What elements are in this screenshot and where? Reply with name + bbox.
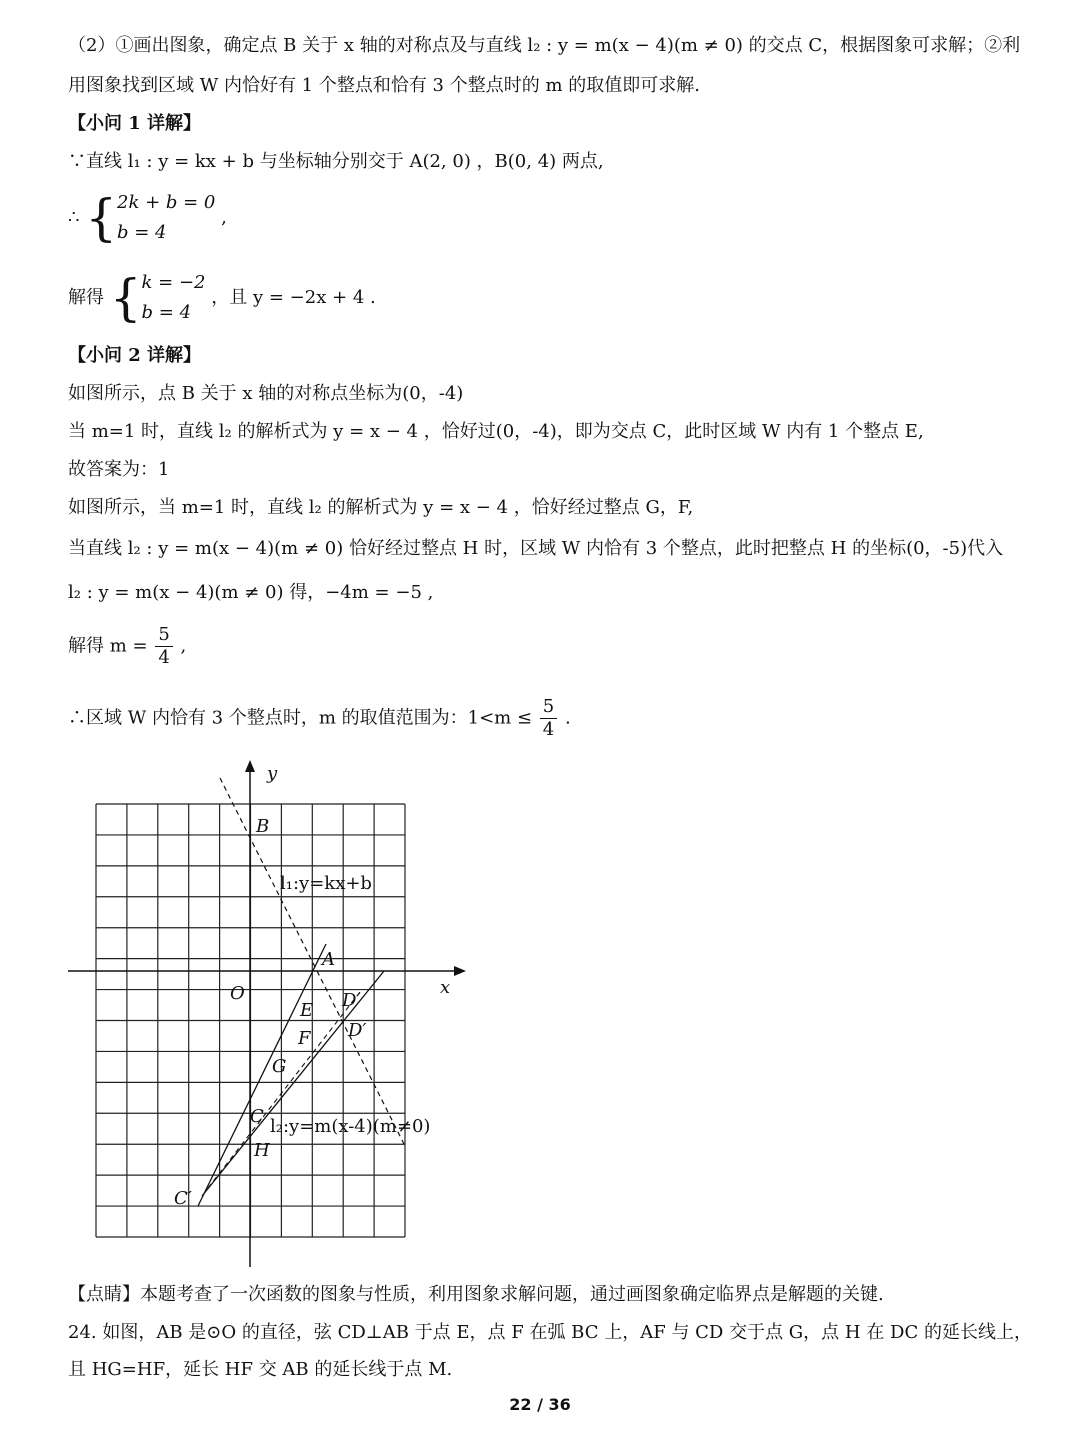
line-l2-through-h <box>208 992 360 1188</box>
solve-m-numerator: 5 <box>155 624 172 647</box>
line-a-cprime <box>198 944 326 1206</box>
solve-m-denominator: 4 <box>158 647 170 668</box>
line-substitute: l₂ : y = m(x − 4)(m ≠ 0) 得，−4m = −5 , <box>68 582 434 603</box>
range-denominator: 4 <box>542 719 555 740</box>
note-conclusion: 【点睛】本题考查了一次函数的图象与性质，利用图象求解问题，通过画图象确定临界点是解题的关键. <box>68 1284 884 1305</box>
system-1-row1: 2k + b = 0 <box>117 192 216 213</box>
coordinate-figure <box>60 752 480 1272</box>
line-solution-intro-2: 用图象找到区域 W 内恰好有 1 个整点和恰有 3 个整点时的 m 的取值即可求解. <box>68 75 700 96</box>
line-l1-intersections: ∵直线 l₁ : y = kx + b 与坐标轴分别交于 A(2, 0) ，B(0, 4) 两点, <box>68 151 604 172</box>
range-numerator: 5 <box>540 696 557 719</box>
label-point-e: E <box>300 1000 314 1021</box>
label-point-h: H <box>254 1140 270 1161</box>
solve-m-suffix: , <box>180 635 187 657</box>
label-origin: O <box>230 983 245 1004</box>
label-l1: l₁:y=kx+b <box>280 873 372 894</box>
system-2-prefix: 解得 <box>68 287 104 308</box>
label-point-a: A <box>322 949 335 970</box>
page-number: 22 / 36 <box>509 1395 571 1414</box>
question-24-line1: 24. 如图，AB 是⊙O 的直径，弦 CD⊥AB 于点 E，点 F 在弧 BC 上，AF 与 CD 交于点 G，点 H 在 DC 的延长线上， <box>68 1322 1032 1343</box>
range-suffix: . <box>564 707 571 729</box>
system-1-row2: b = 4 <box>117 222 167 243</box>
line-through-h: 当直线 l₂ : y = m(x − 4)(m ≠ 0) 恰好经过整点 H 时，区域 W 内恰有 3 个整点，此时把整点 H 的坐标(0，-5)代入 <box>68 538 1004 559</box>
solve-m-prefix: 解得 m = <box>68 635 148 657</box>
label-point-b: B <box>256 816 270 837</box>
line-m1-points-gf: 如图所示，当 m=1 时，直线 l₂ 的解析式为 y = x − 4 ，恰好经过整点 G，F, <box>68 497 694 518</box>
label-point-c-prime: C′ <box>174 1188 192 1209</box>
line-symmetric-point: 如图所示，点 B 关于 x 轴的对称点坐标为(0，-4) <box>68 383 464 404</box>
label-y-axis: y <box>267 763 278 784</box>
question-24-line2: 且 HG=HF，延长 HF 交 AB 的延长线于点 M. <box>68 1359 453 1380</box>
y-axis-arrow-icon <box>245 760 255 772</box>
solve-m <box>68 624 186 669</box>
label-l2: l₂:y=m(x-4)(m≠0) <box>270 1116 431 1137</box>
range-result <box>68 696 571 741</box>
label-point-g: G <box>272 1056 287 1077</box>
system-2-row2: b = 4 <box>141 302 192 323</box>
system-2-suffix: ，且 y = −2x + 4 . <box>211 287 376 308</box>
system-2-row1: k = −2 <box>141 272 206 293</box>
line-answer-1: 故答案为：1 <box>68 459 170 480</box>
system-1-suffix: , <box>221 207 227 228</box>
system-2: 解得 { k = −2 b = 4 ，且 y = −2x + 4 . <box>68 269 376 327</box>
line-solution-intro-1: （2）①画出图象，确定点 B 关于 x 轴的对称点及与直线 l₂ : y = m(x − 4)(m ≠ 0) 的交点 C，根据图象可求解；②利 <box>68 35 1021 56</box>
heading-part2: 【小问 2 详解】 <box>68 345 202 366</box>
range-prefix: ∴区域 W 内恰有 3 个整点时，m 的取值范围为：1<m ≤ <box>68 707 533 729</box>
label-point-c: C <box>250 1106 264 1127</box>
system-1: ∴ { 2k + b = 0 b = 4 , <box>68 189 227 247</box>
line-m1-case: 当 m=1 时，直线 l₂ 的解析式为 y = x − 4 ，恰好过(0，-4)，即为交点 C，此时区域 W 内有 1 个整点 E, <box>68 421 924 442</box>
label-point-d-prime-2: D′ <box>348 1020 367 1041</box>
heading-part1: 【小问 1 详解】 <box>68 113 202 134</box>
x-axis-arrow-icon <box>454 966 466 976</box>
label-point-d-prime-1: D′ <box>342 990 361 1011</box>
label-point-f: F <box>298 1028 311 1049</box>
label-x-axis: x <box>440 977 451 998</box>
system-1-prefix: ∴ <box>68 207 80 228</box>
